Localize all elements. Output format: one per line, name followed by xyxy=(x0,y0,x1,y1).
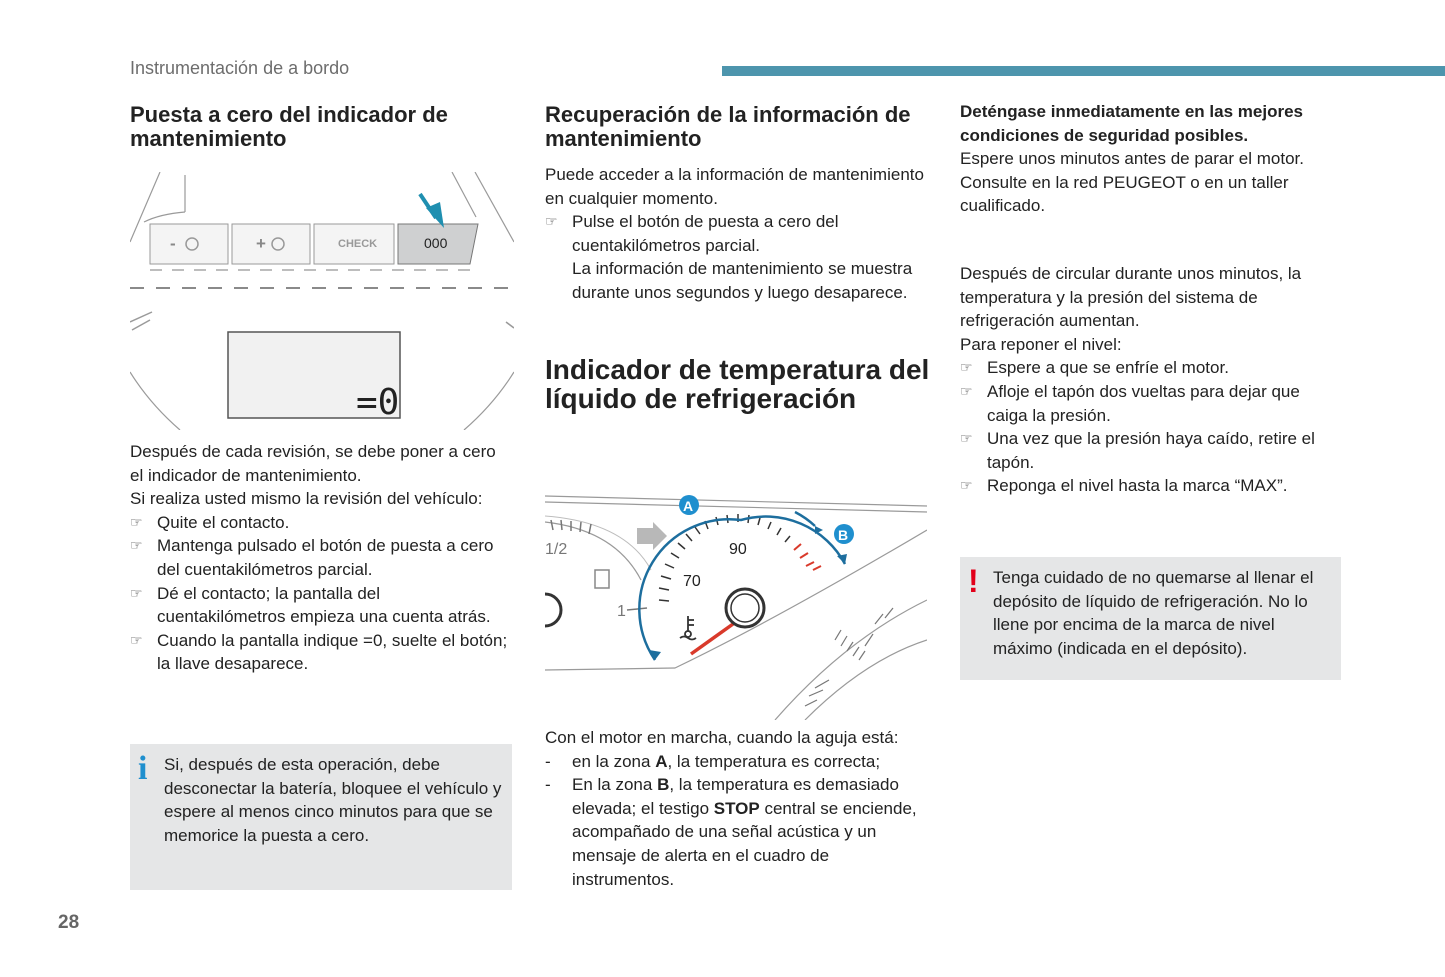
warning-bold-text: Deténgase inmediatamente en las mejores condiciones de seguridad posibles. xyxy=(960,102,1303,145)
button-plus xyxy=(232,224,310,264)
pointing-hand-icon: ☞ xyxy=(130,513,143,530)
button-plus-label: + xyxy=(256,234,266,253)
pointing-hand-icon: ☞ xyxy=(545,213,558,230)
list-item: ☞ Quite el contacto. xyxy=(130,511,512,535)
temp-90-label: 90 xyxy=(729,541,747,558)
list-item-zone-b: - En la zona B, la temperatura es demasiado elevada; el testigo STOP central se enciende, acompañado de una señal acústica y un mensaje de alerta en el cuadro de instrumentos. xyxy=(545,775,917,889)
intro-text: Después de cada revisión, se debe poner a cero el indicador de mantenimiento. xyxy=(130,442,496,485)
maintenance-reset-body xyxy=(130,440,512,676)
title-coolant-temperature: Indicador de temperatura del líquido de refrigeración xyxy=(545,353,930,414)
page-number: 28 xyxy=(58,912,80,933)
maintenance-info-intro: Puede acceder a la información de mantenimiento en cualquier momento. xyxy=(545,165,924,208)
warning-arrow-icon xyxy=(637,522,667,550)
pointing-hand-icon: ☞ xyxy=(130,584,143,601)
intro-text: Si realiza usted mismo la revisión del vehículo: xyxy=(130,489,483,509)
coolant-temperature-icon xyxy=(680,616,696,640)
maintenance-reset-figure xyxy=(130,172,514,430)
zone-a-label: A xyxy=(683,498,694,514)
list-item: ☞ Una vez que la presión haya caído, retire el tapón. xyxy=(960,429,1315,472)
gauge-scale-ticks xyxy=(659,514,790,601)
list-item: ☞ Espere a que se enfríe el motor. xyxy=(960,356,1342,380)
coolant-pressure-text: Después de circular durante unos minutos, la temperatura y la presión del sistema de refrigeración aumentan. xyxy=(960,263,1302,331)
gauge-lead-text: Con el motor en marcha, cuando la aguja está: xyxy=(545,728,899,747)
list-item: ☞ Pulse el botón de puesta a cero del cuentakilómetros parcial. xyxy=(545,212,839,255)
list-item: ☞ Cuando la pantalla indique =0, suelte el botón; la llave desaparece. xyxy=(130,630,508,674)
coolant-gauge-description xyxy=(545,726,930,891)
title-maintenance-info: Recuperación de la información de mantenimiento xyxy=(545,102,911,151)
column-maintenance-info xyxy=(545,100,930,413)
list-item: ☞ Mantenga pulsado el botón de puesta a cero del cuentakilómetros parcial. xyxy=(130,536,494,579)
fuel-half-label: 1/2 xyxy=(545,541,568,558)
temp-70-label: 70 xyxy=(683,573,701,590)
list-item: ☞ Afloje el tapón dos vueltas para dejar que caiga la presión. xyxy=(960,381,1300,425)
zone-b-label: B xyxy=(838,527,849,543)
title-maintenance-reset: Puesta a cero del indicador de mantenimiento xyxy=(130,102,448,151)
list-item: ☞ Dé el contacto; la pantalla del cuentakilómetros empieza una cuenta atrás. xyxy=(130,583,491,627)
button-check-label: CHECK xyxy=(338,238,378,250)
column-maintenance-reset xyxy=(130,100,512,151)
list-item: ☞ Reponga el nivel hasta la marca “MAX”. xyxy=(960,474,1342,498)
list-item-zone-a: - en la zona A, la temperatura es correcta; xyxy=(545,751,881,771)
warning-text: Espere unos minutos antes de parar el motor. Consulte en la red PEUGEOT o en un taller cualificado. xyxy=(960,149,1304,216)
fuel-full-label: 1 xyxy=(617,603,626,620)
warning-note xyxy=(960,557,1341,680)
refill-lead-text: Para reponer el nivel: xyxy=(960,334,1122,354)
warning-note-text: Tenga cuidado de no quemarse al llenar el depósito de líquido de refrigeración. No lo llene por encima de la marca de nivel máximo (indicada en el depósito). xyxy=(993,568,1314,658)
column-coolant-procedure xyxy=(960,100,1342,498)
section-header: Instrumentación de a bordo xyxy=(130,58,350,78)
pointing-hand-icon: ☞ xyxy=(130,631,143,648)
pointing-hand-icon: ☞ xyxy=(960,430,973,447)
info-note xyxy=(130,744,512,890)
button-trip-reset-label: 000 xyxy=(424,235,448,251)
info-icon: i xyxy=(138,750,148,787)
button-minus xyxy=(150,224,228,264)
coolant-temperature-gauge-figure xyxy=(545,490,927,720)
pointing-hand-icon: ☞ xyxy=(960,382,973,399)
pointing-hand-icon: ☞ xyxy=(960,477,973,494)
header-accent-bar xyxy=(722,66,1445,76)
warning-exclamation-icon: ! xyxy=(968,563,979,599)
display-value: =0 xyxy=(356,382,400,423)
button-minus-label: - xyxy=(170,234,176,253)
list-item-continuation: La información de mantenimiento se muestra durante unos segundos y luego desaparece. xyxy=(572,259,913,302)
pointing-hand-icon: ☞ xyxy=(130,537,143,554)
info-note-text: Si, después de esta operación, debe desconectar la batería, bloquee el vehículo y espere al menos cinco minutos para que se memorice la puesta a cero. xyxy=(164,755,502,845)
fuel-pump-icon xyxy=(595,570,609,588)
pointing-hand-icon: ☞ xyxy=(960,359,973,376)
